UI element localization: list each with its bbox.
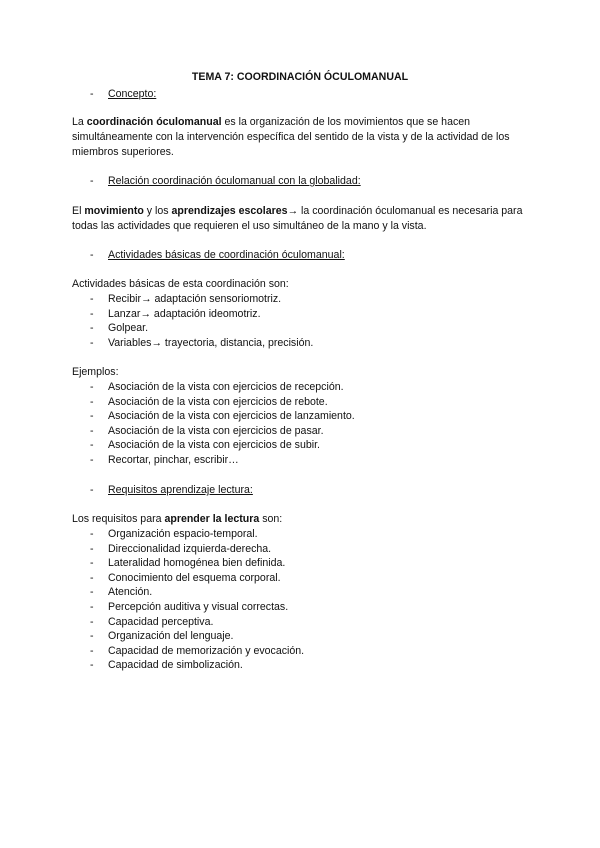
list-item: - Recortar, pinchar, escribir… xyxy=(72,453,532,468)
paragraph-concepto: La coordinación óculomanual es la organización de los movimientos que se hacen simultáneamente con la intervención específica del sentido de la vista y de la actividad de los miembros superiores. xyxy=(72,116,510,158)
list-item: - Asociación de la vista con ejercicios de rebote. xyxy=(72,395,532,410)
paragraph-relacion: El movimiento y los aprendizajes escolares→ la coordinación óculomanual es necesaria para todas las actividades que requieren el uso simultáneo de la mano y la vista. xyxy=(72,205,523,232)
bold-term: movimiento xyxy=(84,205,144,217)
actividades-block xyxy=(72,277,532,350)
list-item: - Asociación de la vista con ejercicios de subir. xyxy=(72,438,532,453)
section-heading-text: Relación coordinación óculomanual con la globalidad: xyxy=(108,175,361,187)
bold-term: aprendizajes escolares xyxy=(171,205,288,217)
document-title: TEMA 7: COORDINACIÓN ÓCULOMANUAL xyxy=(191,71,409,83)
section-heading-text: Actividades básicas de coordinación óculomanual: xyxy=(108,249,345,261)
section-heading-text: Concepto: xyxy=(108,88,157,100)
list-item: - Direccionalidad izquierda-derecha. xyxy=(72,542,532,557)
list-item: - Lanzar→ adaptación ideomotriz. xyxy=(72,307,532,322)
ejemplos-intro: Ejemplos: xyxy=(72,366,119,378)
list-item: - Asociación de la vista con ejercicios de pasar. xyxy=(72,424,532,439)
list-item: - Asociación de la vista con ejercicios de lanzamiento. xyxy=(72,409,532,424)
list-item: - Percepción auditiva y visual correctas. xyxy=(72,600,532,615)
bold-term: coordinación óculomanual xyxy=(86,116,222,128)
ejemplos-block xyxy=(72,365,532,468)
list-item: - Recibir→ adaptación sensoriomotriz. xyxy=(72,292,532,307)
list-item: - Variables→ trayectoria, distancia, precisión. xyxy=(72,336,532,351)
list-item: - Organización espacio-temporal. xyxy=(72,527,532,542)
list-item: - Asociación de la vista con ejercicios de recepción. xyxy=(72,380,532,395)
ejemplos-list xyxy=(72,380,532,468)
list-item: - Capacidad de simbolización. xyxy=(72,658,532,673)
list-item: - Organización del lenguaje. xyxy=(72,629,532,644)
requisitos-block xyxy=(72,512,532,673)
actividades-intro: Actividades básicas de esta coordinación son: xyxy=(72,278,289,290)
list-item: - Capacidad de memorización y evocación. xyxy=(72,644,532,659)
section-heading-relacion: - Relación coordinación óculomanual con la globalidad: xyxy=(90,175,361,187)
list-item: - Atención. xyxy=(72,585,532,600)
section-heading-concepto: - Concepto: xyxy=(90,88,157,100)
requisitos-intro: Los requisitos para aprender la lectura son: xyxy=(72,513,283,525)
bold-term: aprender la lectura xyxy=(164,513,260,525)
requisitos-list xyxy=(72,527,532,673)
list-item: - Golpear. xyxy=(72,321,532,336)
section-heading-text: Requisitos aprendizaje lectura: xyxy=(108,484,253,496)
section-heading-requisitos: - Requisitos aprendizaje lectura: xyxy=(90,484,253,496)
list-item: - Conocimiento del esquema corporal. xyxy=(72,571,532,586)
list-item: - Lateralidad homogénea bien definida. xyxy=(72,556,532,571)
list-item: - Capacidad perceptiva. xyxy=(72,615,532,630)
section-heading-actividades: - Actividades básicas de coordinación óculomanual: xyxy=(90,249,345,261)
actividades-list xyxy=(72,292,532,350)
